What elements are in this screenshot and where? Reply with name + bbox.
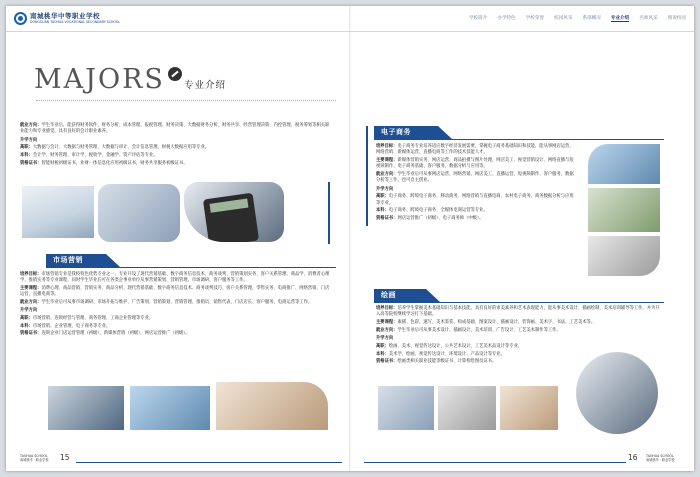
- section-header-ecommerce: 电子商务: [374, 126, 438, 139]
- label: 资格证书：: [20, 331, 42, 337]
- pen-icon: [168, 67, 182, 81]
- footer-tag-line: 南城桃华 · 职业学校: [20, 458, 49, 462]
- body-text: 智能财税初级证书，业财一体信息化应用初级证书，财务共享服务初级证书。: [41, 160, 188, 166]
- body-text: 电子商务、跨境电子商务、全媒体电商运营等专业。: [388, 208, 488, 214]
- label: 资格证书：: [20, 160, 42, 166]
- body-text: 培养学生掌握美术基础知识与基本技能，具有良好的审美素养和艺术表现能力，能从事美术设计、插画绘制、美术培训辅导等工作，并为升入高等院校继续学习打下基础。: [376, 306, 660, 318]
- body-text: 新媒体营销实务、网店运营、商品拍摄与图片处理、网店美工、视觉营销设计、网络直播与短视频制作、电子商务基础、客户服务、数据分析与应用等。: [376, 157, 574, 170]
- page-number-right: 16: [628, 453, 638, 462]
- label: 高职：: [20, 315, 33, 321]
- marketing-text: [20, 272, 332, 339]
- school-logo: [14, 12, 120, 25]
- painting-text-2: [376, 328, 572, 367]
- section-underline: [46, 267, 336, 268]
- subheading: 升学方向: [20, 137, 38, 143]
- photo-report-charts: [22, 186, 94, 238]
- section-header-painting: 绘画: [374, 289, 426, 302]
- label: 本科：: [20, 323, 33, 329]
- school-seal-icon: [14, 12, 27, 25]
- label: 培养目标：: [376, 306, 398, 311]
- label: 高职：: [376, 194, 389, 200]
- body-text: 学生毕业后，能获得财务软件、财务分析、成本管理、报税管理、财务决策、大数据财务分析、财务共享、经营管理决策、内控管理、税务筹划等相关职业能力和专业感觉，具有良好的会计职业素养。: [20, 123, 330, 135]
- photo-classroom: [130, 386, 210, 430]
- page-title: [34, 66, 226, 93]
- deco-line: [366, 126, 368, 226]
- subheading: 升学方向: [20, 308, 38, 314]
- body-text: 市场营销、企业管理、电子商务等专业。: [32, 323, 111, 329]
- label: 资格证书：: [376, 215, 398, 221]
- photo-students-computers: [98, 184, 180, 242]
- footer-tag-right: [646, 454, 675, 462]
- body-text: 美术学、绘画、视觉传达设计、环境设计、产品设计等专业。: [388, 351, 505, 357]
- body-text: 会计学、财务管理、审计学、税收学、金融学、资产评估等专业。: [32, 152, 158, 158]
- body-text: 电子商务专业培养适应数字经济发展需要，掌握电子商务基础知识和技能，能从事网店运营、网络营销、新媒体运营、直播电商等工作的技术技能人才。: [376, 144, 574, 156]
- label: 就业方向：: [20, 123, 42, 128]
- body-text: 电子商务、跨境电子商务、移动商务、网络营销与直播电商、农村电子商务、商务数据分析与应用等专业。: [376, 194, 574, 206]
- label: 本科：: [376, 351, 389, 357]
- brochure-spread: [6, 6, 694, 471]
- top-nav: [469, 15, 686, 22]
- label: 就业方向：: [376, 328, 398, 333]
- nav-item[interactable]: 学校荣誉: [525, 16, 545, 21]
- footer-tag-line: TAOHUA SCHOOL: [20, 454, 48, 458]
- nav-item[interactable]: 名师风采: [639, 16, 658, 21]
- photo-art-studio: [378, 386, 434, 430]
- section-underline: [374, 139, 664, 140]
- section-header-marketing: 市场营销: [46, 254, 106, 267]
- body-text: 学生毕业后可从事美术设计、插画设计、美术培训、广告设计、工艺美术制作等工作。: [397, 328, 561, 333]
- title-cn: 专业介绍: [183, 80, 226, 91]
- label: 高职：: [20, 145, 33, 151]
- page-number-left: 15: [60, 453, 70, 462]
- label: 主要课程：: [376, 157, 398, 163]
- label: 培养目标：: [20, 272, 42, 277]
- accounting-text: [20, 123, 330, 168]
- label: 高职：: [376, 343, 389, 349]
- nav-item[interactable]: 学校简介: [468, 16, 488, 21]
- nav-item[interactable]: 系部概况: [582, 16, 601, 21]
- photo-practice-room: [216, 382, 328, 430]
- photo-computer-lab: [48, 386, 124, 430]
- ecommerce-text: [376, 144, 576, 224]
- body-text: 消费心理、商品营销、营销实务、商品分析、现代营销基础、数字商务信息技术、商务谈判技巧、客户关系管理、零售实务、电商推广、网络营销、门店运营、直播电商等。: [20, 285, 330, 298]
- nav-item-active[interactable]: 专业介绍: [610, 16, 630, 21]
- calculator-icon: [203, 193, 259, 242]
- photo-easels: [438, 386, 496, 430]
- subheading: 升学方向: [376, 336, 394, 342]
- body-text: 学生毕业后可从事市场调研、市场开拓与维护、广告策划、营销策划、营销管理、推销员、销售代表、门店店长、客户服务、电商运营等工作。: [41, 299, 313, 305]
- deco-line: [328, 182, 330, 244]
- photo-drawing-class: [500, 386, 558, 430]
- label: 主要课程：: [376, 319, 398, 325]
- body-text: 市场营销、连锁经营与管理、商务管理、工商企业管理等专业。: [32, 315, 154, 321]
- label: 本科：: [20, 152, 33, 158]
- nav-item[interactable]: 图说校园: [667, 16, 686, 21]
- school-name-en: DONGGUAN TAOHUA VOCATIONAL SECONDARY SCHOOL: [30, 20, 121, 24]
- label: 就业方向：: [20, 299, 42, 305]
- body-text: 素描、色彩、速写、美术鉴赏、构成基础、图案设计、插画设计、装饰画、美术字、书法、工艺美术等。: [397, 319, 596, 325]
- body-text: 市场营销专业是我校特色优势专业之一，专业开设了现代营销基础、数字商务信息技术、商务谈判、营销策划实务、客户关系管理、商品学、消费者心理学、推销实务等专业课程，同时学生毕业后可在各类企事业单位从事营销策划、营销管理、市场调研、客户服务等工作。: [20, 272, 330, 284]
- painting-text: [376, 306, 662, 328]
- header-bar: [6, 6, 694, 32]
- title-majors: MAJORS: [34, 64, 165, 95]
- label: 本科：: [376, 208, 389, 214]
- photo-calculator: [184, 182, 284, 242]
- nav-item[interactable]: 校园风采: [554, 16, 573, 21]
- footer-tag-line: 南城桃华 · 职业学校: [646, 458, 675, 462]
- label: 就业方向：: [376, 171, 398, 177]
- body-text: 绘画、美术、视觉传达设计、公共艺术设计、工艺美术品设计等专业。: [388, 343, 523, 349]
- label: 资格证书：: [376, 359, 398, 365]
- photo-ecommerce-lab: [588, 144, 660, 184]
- page-gutter: [349, 6, 351, 471]
- photo-painter: [576, 352, 658, 434]
- footer-tag-left: [20, 454, 49, 462]
- photo-live-stream: [588, 188, 660, 232]
- footer-line-right: [364, 462, 626, 463]
- footer-tag-line: TAOHUA SCHOOL: [646, 454, 674, 458]
- nav-item[interactable]: 办学特色: [497, 16, 516, 21]
- body-text: 连锁企业门店运营管理（初级），新媒体营销（初级），网店运营推广（初级）。: [41, 331, 190, 337]
- photo-product-shoot: [588, 236, 660, 276]
- section-underline: [374, 302, 664, 303]
- label: 培养目标：: [376, 144, 398, 149]
- label: 主要课程：: [20, 285, 42, 291]
- school-name: 南城桃华中等职业学校: [30, 12, 100, 20]
- body-text: 学生毕业后可从事网店运营、网络营销、网店美工、直播运营、短视频制作、客户服务、数据分析等工作，也可自主创业。: [376, 171, 574, 184]
- body-text: 网店运营推广（初级）、电子商务师（中级）。: [397, 215, 484, 221]
- footer-line-left: [76, 462, 342, 463]
- subheading: 升学方向: [376, 186, 394, 192]
- body-text: 大数据与会计、大数据与财务管理、大数据与审计、会计信息管理、财税大数据应用等专业。: [32, 145, 210, 151]
- body-text: 绘画类相关职业技能等级证书、计算机绘图员证书。: [397, 359, 497, 365]
- title-divider: [36, 100, 336, 101]
